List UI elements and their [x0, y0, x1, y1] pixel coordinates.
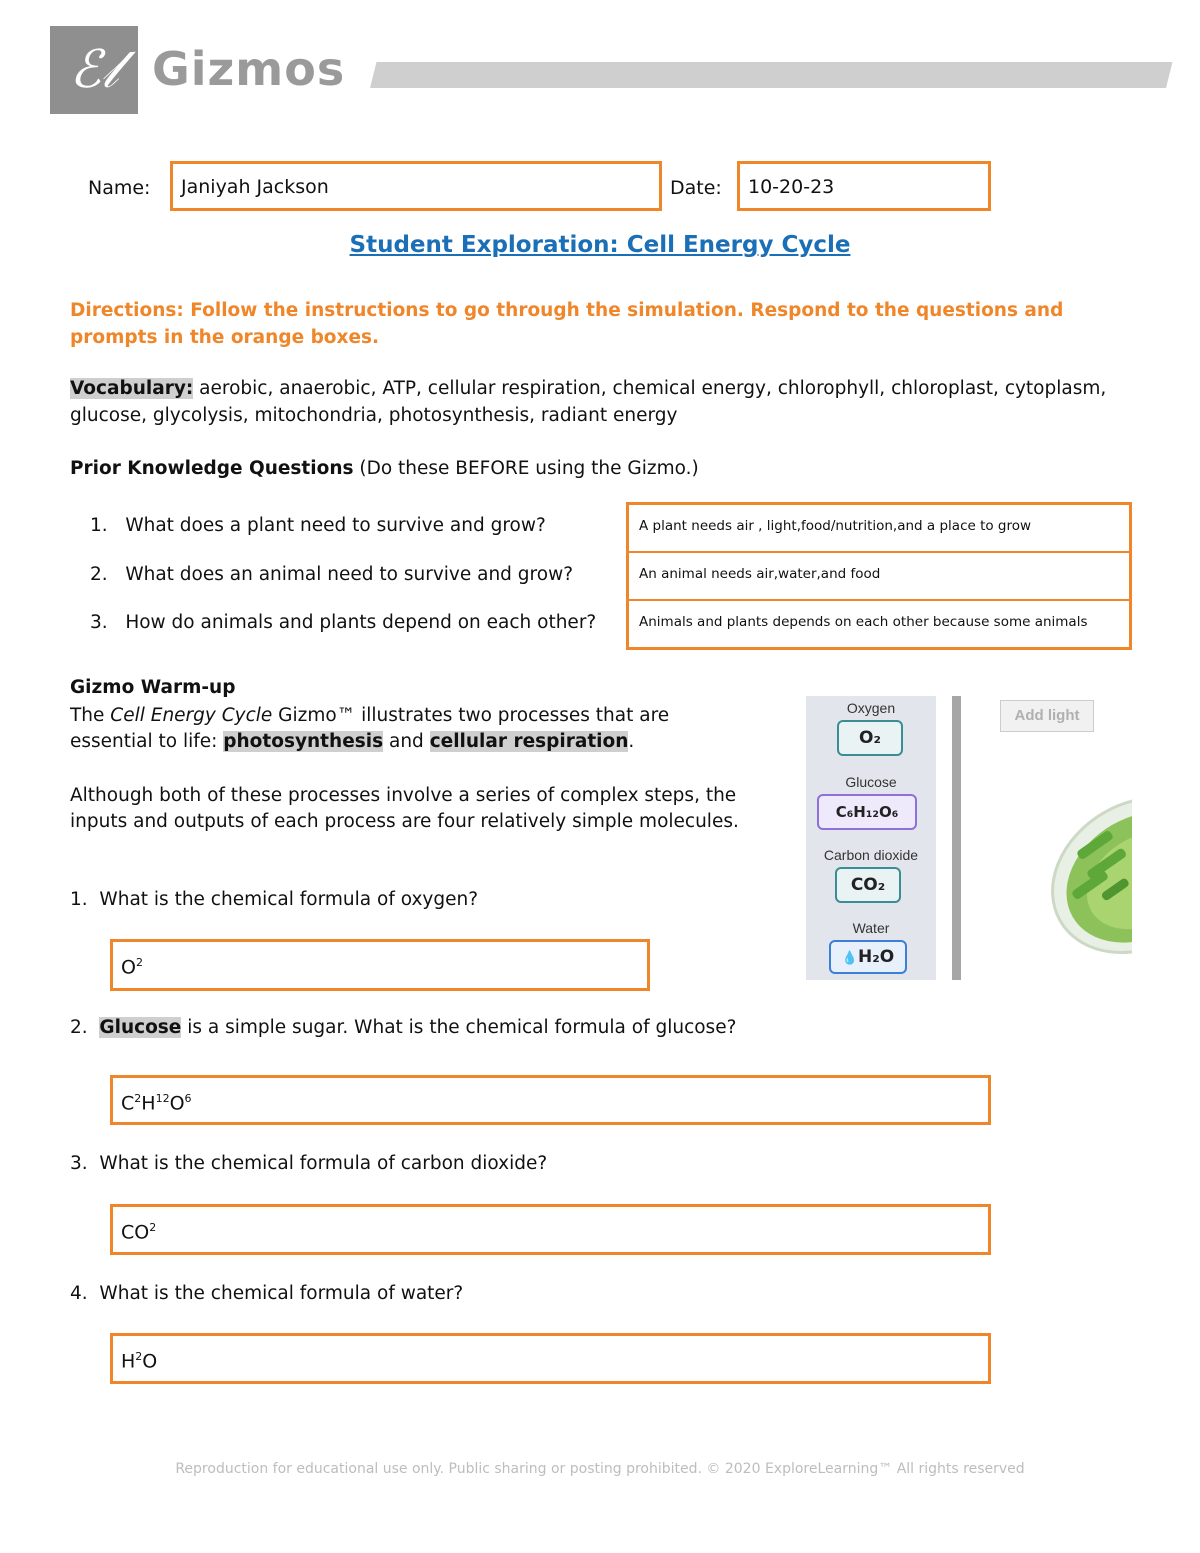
oxygen-label: Oxygen: [846, 700, 896, 716]
date-label: Date:: [670, 177, 722, 199]
warmup-paragraph-1: The Cell Energy Cycle Gizmo™ illustrates two processes that are essential to life: photosynthesis and cellular respiration.: [70, 705, 670, 752]
warmup-question-2: 2. Glucose is a simple sugar. What is the chemical formula of glucose?: [70, 1017, 737, 1038]
vocabulary-label: Vocabulary:: [70, 378, 194, 399]
term-cellular-respiration: cellular respiration: [429, 731, 629, 752]
vocabulary-text: aerobic, anaerobic, ATP, cellular respiration, chemical energy, chlorophyll, chloroplast, cytoplasm, glucose, glycolysis, mitochondria, photosynthesis, radiant energy: [70, 378, 1107, 426]
warmup-question-3: 3. What is the chemical formula of carbon dioxide?: [70, 1153, 548, 1174]
term-photosynthesis: photosynthesis: [223, 731, 384, 752]
footer: Reproduction for educational use only. Public sharing or posting prohibited. © 2020 ExploreLearning™ All rights reserved: [175, 1461, 1025, 1477]
droplet-icon: 💧: [841, 951, 859, 966]
logo: [50, 26, 138, 114]
term-glucose: Glucose: [99, 1017, 182, 1038]
vocabulary: [70, 375, 1140, 429]
name-label: Name:: [88, 177, 151, 199]
header-bar: [370, 62, 1172, 88]
answer-glucose[interactable]: $C^2H^{12}O^6$: [110, 1075, 991, 1125]
gizmo-molecule-panel: [806, 696, 936, 980]
prior-heading: Prior Knowledge Questions: [70, 458, 354, 479]
prior-question-2: 2. What does an animal need to survive and grow?: [90, 564, 574, 585]
logo-mark: ℰ𝓁: [69, 40, 119, 100]
prior-answer-3[interactable]: Animals and plants depends on each other because some animals: [639, 614, 1088, 630]
chloroplast-illustration: [1020, 785, 1132, 960]
prior-answer-2[interactable]: An animal needs air,water,and food: [629, 553, 1129, 601]
panel-divider: [952, 696, 961, 980]
warmup-paragraph-2: Although both of these processes involve a series of complex steps, the inputs and outputs of each process are four relatively simple molecules.: [70, 785, 739, 832]
carbon-dioxide-label: Carbon dioxide: [823, 847, 919, 863]
water-label: Water: [852, 920, 890, 936]
warmup-heading: Gizmo Warm-up: [70, 677, 236, 698]
glucose-chip[interactable]: C₆H₁₂O₆: [817, 794, 917, 830]
prior-knowledge-heading: [70, 458, 699, 479]
warmup-question-1: 1. What is the chemical formula of oxygen?: [70, 889, 479, 910]
answer-oxygen[interactable]: $O^2$: [110, 939, 650, 991]
add-light-button[interactable]: Add light: [1000, 700, 1094, 732]
answer-water[interactable]: $H^2O$: [110, 1333, 991, 1384]
directions: Directions: Follow the instructions to go through the simulation. Respond to the questions and prompts in the orange boxes.: [70, 300, 1064, 348]
answer-carbon-dioxide[interactable]: $CO^2$: [110, 1204, 991, 1255]
brand-name: Gizmos: [152, 42, 346, 96]
prior-note: (Do these BEFORE using the Gizmo.): [353, 458, 699, 479]
oxygen-chip[interactable]: O₂: [837, 720, 903, 756]
name-field[interactable]: Janiyah Jackson: [170, 161, 662, 211]
date-field[interactable]: 10-20-23: [737, 161, 991, 211]
water-chip[interactable]: 💧H₂O: [829, 940, 907, 974]
carbon-dioxide-chip[interactable]: CO₂: [835, 867, 901, 903]
warmup-question-4: 4. What is the chemical formula of water?: [70, 1283, 464, 1304]
prior-question-3: 3. How do animals and plants depend on each other?: [90, 612, 597, 633]
prior-answer-1[interactable]: A plant needs air , light,food/nutrition,and a place to grow: [629, 505, 1129, 553]
prior-answers-table: [626, 502, 1132, 650]
prior-question-1: 1. What does a plant need to survive and grow?: [90, 515, 546, 536]
glucose-label: Glucose: [845, 774, 897, 790]
page-title: Student Exploration: Cell Energy Cycle: [349, 232, 851, 258]
